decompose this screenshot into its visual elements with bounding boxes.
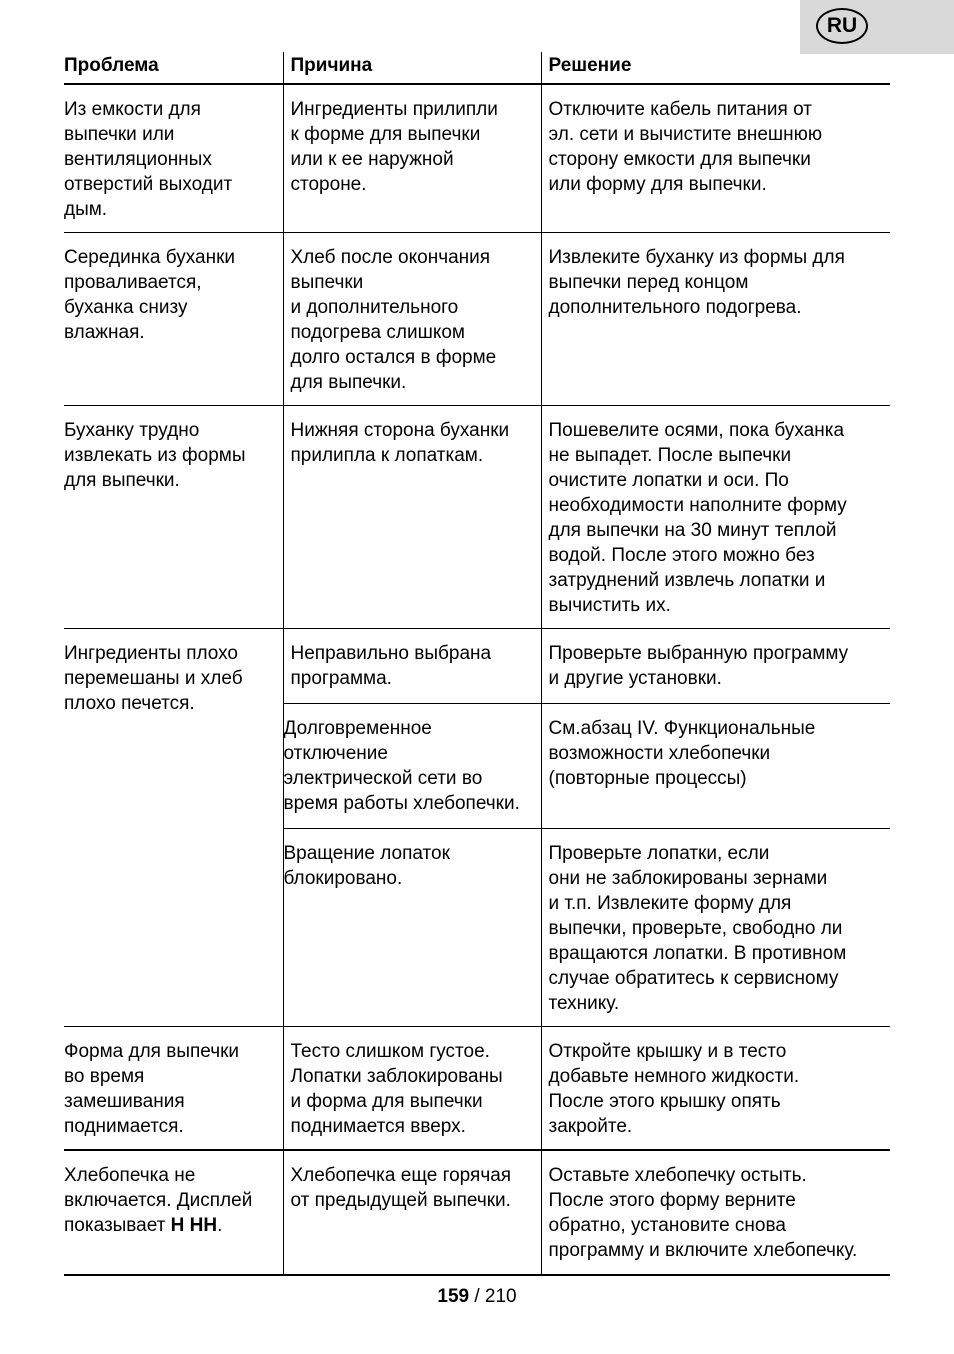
cell-line: к форме для выпечки	[290, 124, 481, 145]
table-row	[64, 1150, 890, 1275]
cell-line	[64, 1213, 283, 1238]
cell-line: от предыдущей выпечки.	[290, 1190, 511, 1211]
cell-line: электрической сети во	[283, 768, 483, 789]
cell-line: стороне.	[290, 174, 367, 195]
cell-line: необходимости наполните форму	[548, 495, 847, 516]
cell-line: подогрева слишком	[290, 322, 465, 343]
cell-line: Тесто слишком густое.	[290, 1041, 490, 1062]
cause-cell	[283, 829, 541, 1027]
cell-line: программу и включите хлебопечку.	[548, 1240, 858, 1261]
table-row	[64, 629, 890, 704]
cell-line: вычистить их.	[548, 595, 671, 616]
language-tab	[800, 0, 954, 54]
cell-line: Оставьте хлебопечку остыть.	[548, 1165, 807, 1186]
cell-line: выпечки или	[64, 124, 175, 145]
cell-line: Буханку трудно	[64, 420, 200, 441]
table-row	[64, 84, 890, 233]
cell-line: для выпечки.	[290, 372, 407, 393]
table-header-row	[64, 52, 890, 84]
cell-line: и дополнительного	[290, 297, 459, 318]
cell-line: извлекать из формы	[64, 445, 246, 466]
cell-line: Откройте крышку и в тесто	[548, 1041, 787, 1062]
cell-line: вентиляционных	[64, 149, 212, 170]
cell-line: Проверьте выбранную программу	[548, 643, 849, 664]
problem-cell	[64, 629, 283, 1027]
cell-text: показывает	[64, 1215, 171, 1236]
cell-line: Хлеб после окончания	[290, 247, 491, 268]
cell-line: Хлебопечка еще горячая	[290, 1165, 512, 1186]
cell-line: и т.п. Извлеките форму для	[548, 893, 792, 914]
cell-line: водой. После этого можно без	[548, 545, 815, 566]
solution-cell	[541, 406, 890, 629]
cell-line: долго остался в форме	[290, 347, 497, 368]
solution-cell	[541, 233, 890, 406]
cell-line: влажная.	[64, 322, 145, 343]
cell-line: время работы хлебопечки.	[283, 793, 520, 814]
solution-cell	[541, 84, 890, 233]
cell-line: дым.	[64, 199, 108, 220]
page-separator: /	[469, 1286, 485, 1307]
cell-line: и форма для выпечки	[290, 1091, 483, 1112]
cell-line: поднимается.	[64, 1116, 184, 1137]
cell-line: Серединка буханки	[64, 247, 236, 268]
cell-line: обратно, установите снова	[548, 1215, 786, 1236]
solution-cell	[541, 829, 890, 1027]
cell-line: Ингредиенты плохо	[64, 643, 238, 664]
cell-line: проваливается,	[64, 272, 202, 293]
cause-cell	[283, 84, 541, 233]
cell-line: выпечки перед концом	[548, 272, 749, 293]
cell-line: сторону емкости для выпечки	[548, 149, 811, 170]
troubleshooting-table	[64, 52, 890, 1276]
cell-line: прилипла к лопаткам.	[290, 445, 484, 466]
cause-cell	[283, 1027, 541, 1151]
cell-line: Долговременное	[283, 718, 432, 739]
cell-line: вращаются лопатки. В противном	[548, 943, 847, 964]
cell-line: Проверьте лопатки, если	[548, 843, 770, 864]
cause-cell	[283, 704, 541, 829]
solution-cell	[541, 1027, 890, 1151]
cell-line: случае обратитесь к сервисному	[548, 968, 839, 989]
cell-line: добавьте немного жидкости.	[548, 1066, 800, 1087]
problem-cell	[64, 1027, 283, 1151]
cell-line: или к ее наружной	[290, 149, 454, 170]
cell-line: Хлебопечка не	[64, 1165, 196, 1186]
solution-cell	[541, 704, 890, 829]
header-solution: Решение	[541, 52, 890, 84]
table-row	[64, 406, 890, 629]
cause-cell	[283, 233, 541, 406]
cell-line: и другие установки.	[548, 668, 722, 689]
language-badge: RU	[816, 8, 868, 44]
cause-cell	[283, 1150, 541, 1275]
cell-line: технику.	[548, 993, 620, 1014]
cell-line: во время	[64, 1066, 145, 1087]
cause-cell	[283, 629, 541, 704]
cell-line: Неправильно выбрана	[290, 643, 492, 664]
problem-cell	[64, 406, 283, 629]
table-row	[64, 233, 890, 406]
cell-line: для выпечки.	[64, 470, 180, 491]
cell-line: буханка снизу	[64, 297, 188, 318]
cell-line: Из емкости для	[64, 99, 201, 120]
table-row	[64, 1027, 890, 1151]
cell-line: Форма для выпечки	[64, 1041, 240, 1062]
cell-line: Извлеките буханку из формы для	[548, 247, 845, 268]
cell-line: закройте.	[548, 1116, 633, 1137]
cell-line: не выпадет. После выпечки	[548, 445, 792, 466]
cell-line: очистите лопатки и оси. По	[548, 470, 789, 491]
page-number	[0, 1286, 954, 1308]
cell-line: для выпечки на 30 минут теплой	[548, 520, 837, 541]
cell-text: .	[217, 1215, 223, 1236]
header-problem: Проблема	[64, 52, 283, 84]
problem-cell	[64, 233, 283, 406]
cell-line: возможности хлебопечки	[548, 743, 771, 764]
cell-line: включается. Дисплей	[64, 1190, 253, 1211]
cell-line: После этого крышку опять	[548, 1091, 781, 1112]
cell-line: выпечки	[290, 272, 364, 293]
cell-line: дополнительного подогрева.	[548, 297, 802, 318]
solution-cell	[541, 1150, 890, 1275]
solution-cell	[541, 629, 890, 704]
cell-line: выпечки, проверьте, свободно ли	[548, 918, 843, 939]
problem-cell	[64, 1150, 283, 1275]
cell-line: Пошевелите осями, пока буханка	[548, 420, 845, 441]
cause-cell	[283, 406, 541, 629]
cell-line: Вращение лопаток	[283, 843, 450, 864]
cell-line: После этого форму верните	[548, 1190, 796, 1211]
cell-line: См.абзац IV. Функциональные	[548, 718, 816, 739]
total-pages: 210	[484, 1286, 517, 1307]
cell-line: Нижняя сторона буханки	[290, 420, 510, 441]
display-code: H HH	[170, 1215, 218, 1236]
cell-line: отключение	[283, 743, 388, 764]
cell-line: замешивания	[64, 1091, 185, 1112]
cell-line: отверстий выходит	[64, 174, 233, 195]
cell-line: плохо печется.	[64, 693, 195, 714]
cell-line: Лопатки заблокированы	[290, 1066, 503, 1087]
problem-cell	[64, 84, 283, 233]
cell-line: или форму для выпечки.	[548, 174, 767, 195]
cell-line: поднимается вверх.	[290, 1116, 466, 1137]
cell-line: (повторные процессы)	[548, 768, 747, 789]
cell-line: затруднений извлечь лопатки и	[548, 570, 826, 591]
current-page: 159	[437, 1286, 470, 1307]
cell-line: блокировано.	[283, 868, 403, 889]
cell-line: перемешаны и хлеб	[64, 668, 243, 689]
cell-line: Ингредиенты прилипли	[290, 99, 498, 120]
cell-line: программа.	[290, 668, 392, 689]
cell-line: они не заблокированы зернами	[548, 868, 828, 889]
cell-line: Отключите кабель питания от	[548, 99, 812, 120]
cell-line: эл. сети и вычистите внешнюю	[548, 124, 823, 145]
header-cause: Причина	[283, 52, 541, 84]
